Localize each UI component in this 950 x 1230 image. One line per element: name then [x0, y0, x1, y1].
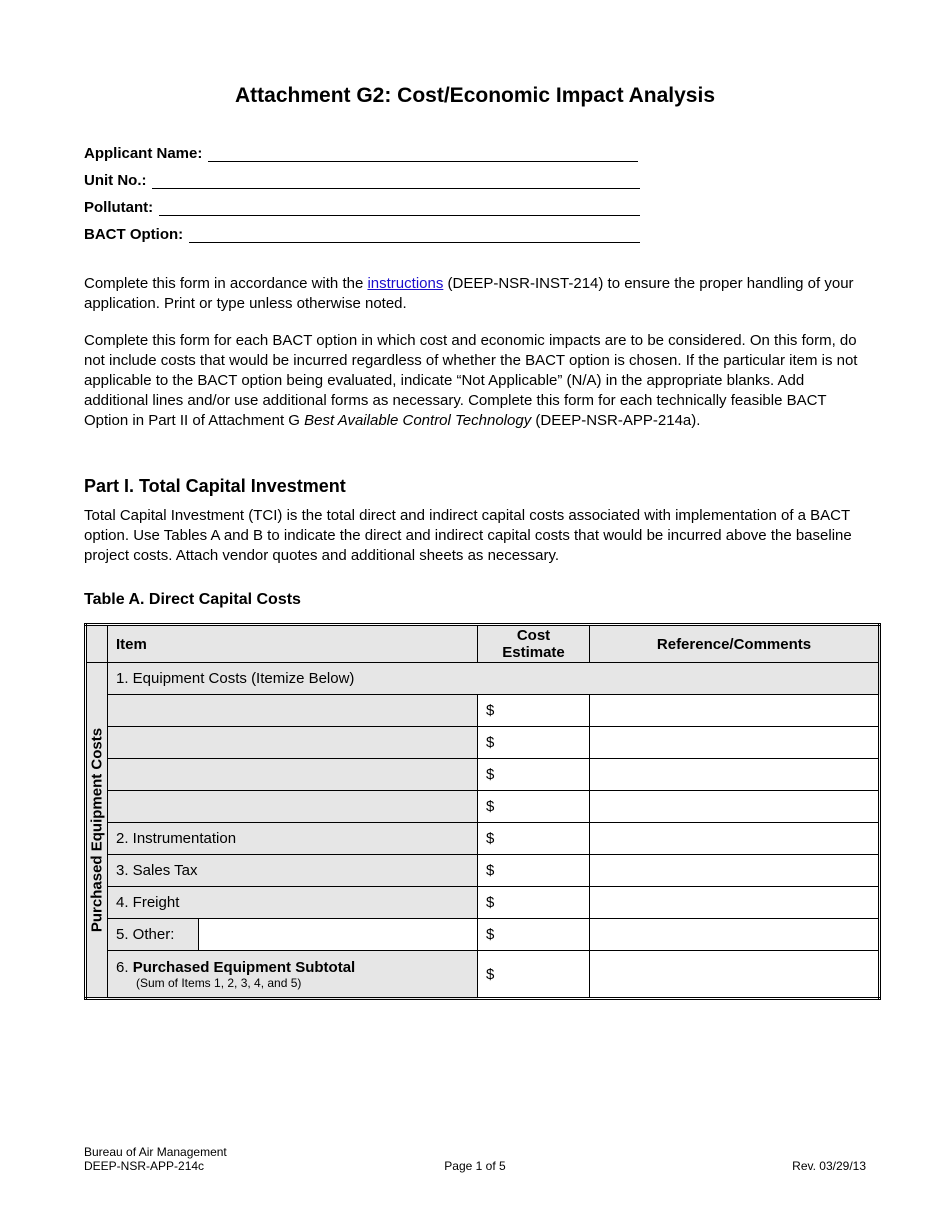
col-item: Item [108, 625, 478, 663]
table-a-heading: Table A. Direct Capital Costs [84, 591, 301, 608]
field-label: BACT Option: [84, 226, 184, 243]
ref-input[interactable] [590, 727, 880, 759]
ref-input[interactable] [590, 855, 880, 887]
pollutant-input[interactable] [159, 199, 640, 216]
cost-input[interactable]: $ [478, 791, 590, 823]
text: (DEEP-NSR-INST-214) to ensure the proper handling of your application. Print or type unless otherwise noted. [84, 275, 854, 312]
cost-input[interactable]: $ [478, 823, 590, 855]
unit-no-input[interactable] [152, 172, 640, 189]
applicant-name-field[interactable] [84, 145, 638, 162]
text: 6. [116, 958, 133, 976]
subtotal-label: Purchased Equipment Subtotal [132, 958, 356, 976]
intro-paragraph-2 [84, 331, 864, 431]
ref-input[interactable] [590, 791, 880, 823]
row-freight: 4. Freight [108, 887, 478, 919]
row-subtotal [108, 951, 478, 999]
blank-header [86, 625, 108, 663]
row-instrumentation: 2. Instrumentation [108, 823, 478, 855]
ref-input[interactable] [590, 759, 880, 791]
item-input[interactable] [108, 759, 478, 791]
other-label: 5. Other: [108, 919, 199, 950]
side-label-text: Purchased Equipment Costs [88, 727, 106, 933]
field-label: Unit No.: [84, 172, 147, 189]
direct-capital-costs-table [84, 623, 881, 1000]
cost-input[interactable]: $ [478, 887, 590, 919]
field-label: Pollutant: [84, 199, 154, 216]
item-input[interactable] [108, 695, 478, 727]
ref-input[interactable] [590, 919, 880, 951]
cost-input[interactable]: $ [478, 919, 590, 951]
text: (DEEP-NSR-APP-214a). [531, 412, 701, 429]
part1-heading: Part I. Total Capital Investment [84, 476, 346, 496]
instructions-link[interactable]: instructions [367, 275, 444, 292]
footer-rev: Rev. 03/29/13 [792, 1159, 866, 1173]
page-title: Attachment G2: Cost/Economic Impact Analysis [235, 84, 715, 107]
ref-input[interactable] [590, 951, 880, 999]
footer-form: DEEP-NSR-APP-214c [84, 1159, 205, 1173]
footer-org: Bureau of Air Management [84, 1145, 227, 1159]
italic-text: Best Available Control Technology [304, 412, 532, 429]
field-label: Applicant Name: [84, 145, 203, 162]
row-equipment-costs: 1. Equipment Costs (Itemize Below) [108, 663, 880, 695]
side-label [86, 663, 108, 999]
text: Complete this form for each BACT option in which cost and economic impacts are to be considered. On this form, do not include costs that would be incurred regardless of whether the BACT option is chosen. If the particular item is not applicable to the BACT option being evaluated, indicate “Not Applicable” (N/A) in the appropriate blanks. Add additional lines and/or use additional forms as necessary. Complete this form for each technically feasible BACT Option in Part II of Attachment G [84, 332, 858, 429]
cost-input[interactable]: $ [478, 727, 590, 759]
text: Complete this form in accordance with the [84, 275, 368, 292]
ref-input[interactable] [590, 887, 880, 919]
part1-text: Total Capital Investment (TCI) is the total direct and indirect capital costs associated with implementation of a BACT option. Use Tables A and B to indicate the direct and indirect capital costs that would be incurred above the baseline project costs. Attach vendor quotes and additional sheets as necessary. [84, 507, 852, 564]
row-sales-tax: 3. Sales Tax [108, 855, 478, 887]
row-other [108, 919, 478, 951]
bact-option-field[interactable] [84, 226, 640, 243]
bact-option-input[interactable] [189, 226, 640, 243]
subtotal-note: (Sum of Items 1, 2, 3, 4, and 5) [136, 975, 302, 990]
cost-input[interactable]: $ [478, 695, 590, 727]
pollutant-field[interactable] [84, 199, 640, 216]
item-input[interactable] [108, 727, 478, 759]
footer-page: Page 1 of 5 [444, 1159, 506, 1173]
col-cost: Cost Estimate [478, 625, 590, 663]
col-ref: Reference/Comments [590, 625, 880, 663]
unit-no-field[interactable] [84, 172, 640, 189]
cost-input[interactable]: $ [478, 759, 590, 791]
cost-input[interactable]: $ [478, 855, 590, 887]
item-input[interactable] [108, 791, 478, 823]
subtotal-cost-input[interactable]: $ [478, 951, 590, 999]
intro-paragraph-1 [84, 274, 864, 314]
ref-input[interactable] [590, 823, 880, 855]
other-input[interactable] [199, 919, 477, 950]
applicant-name-input[interactable] [208, 145, 638, 162]
ref-input[interactable] [590, 695, 880, 727]
